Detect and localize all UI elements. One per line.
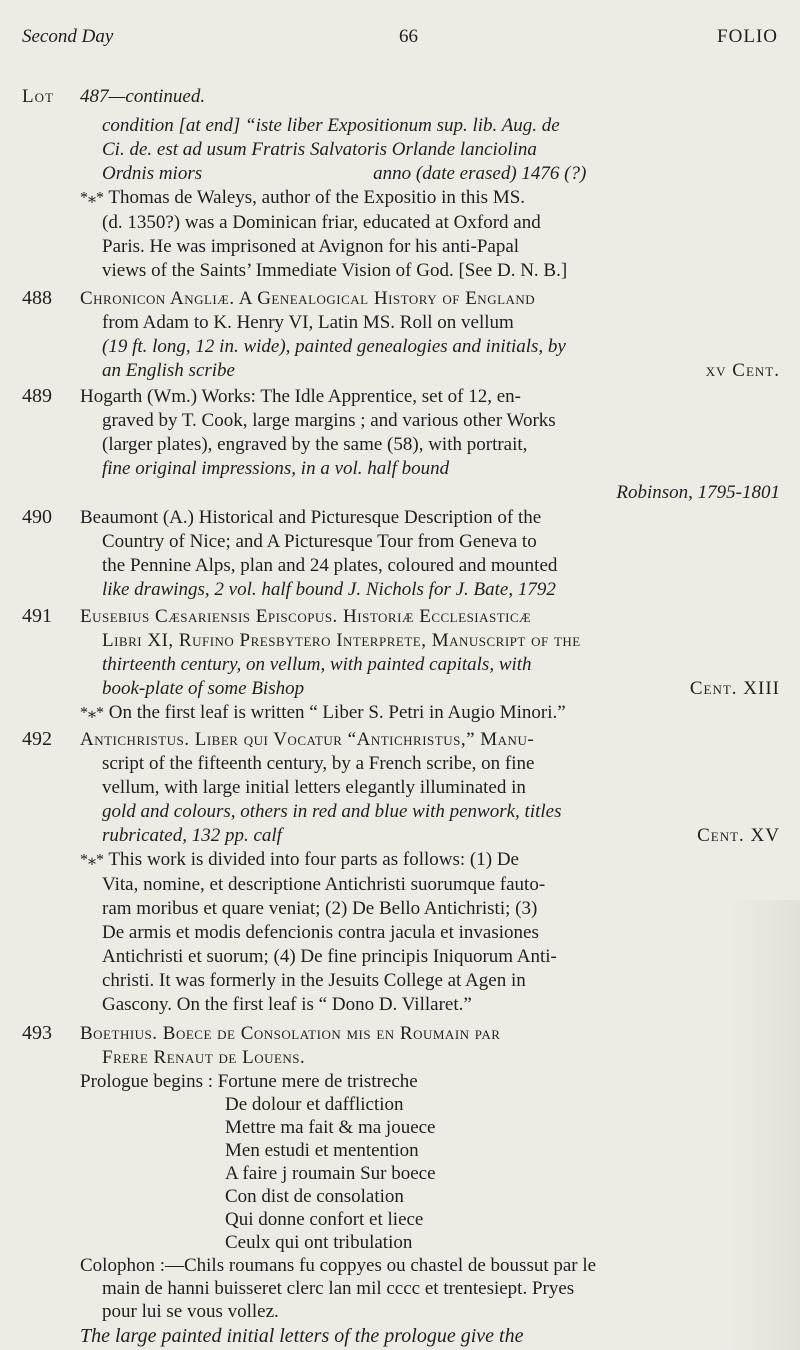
text-line: gold and colours, others in red and blue with penwork, titles xyxy=(102,801,562,822)
text-line: Eusebius Cæsariensis Episcopus. Historiæ Ecclesiasticæ xyxy=(80,606,532,627)
lot-491 xyxy=(80,605,780,726)
verse-line: Qui donne confort et liece xyxy=(225,1209,424,1230)
text-line: rubricated, 132 pp. calf Cent. XV xyxy=(102,825,780,846)
text-line: vellum, with large initial letters elegantly illuminated in xyxy=(102,777,526,798)
note-line: Vita, nomine, et descriptione Antichristi suorumque fauto- xyxy=(102,873,546,895)
century-tag: Cent. XIII xyxy=(689,678,780,699)
verse-line: De dolour et daffliction xyxy=(225,1094,404,1115)
verse-line: Men estudi et mentention xyxy=(225,1140,419,1161)
note-line: ram moribus et quare veniat; (2) De Bello Antichristi; (3) xyxy=(102,897,538,919)
verse-line: Mettre ma fait & ma jouece xyxy=(225,1117,436,1138)
lot-number: 492 xyxy=(22,728,52,750)
note-line: Gascony. On the first leaf is “ Dono D. Villaret.” xyxy=(102,993,472,1015)
note-line: christi. It was formerly in the Jesuits College at Agen in xyxy=(102,969,526,991)
text-line: script of the fifteenth century, by a French scribe, on fine xyxy=(102,753,535,774)
text-line: Frere Renaut de Louens. xyxy=(102,1047,306,1068)
note-line: *⁎* This work is divided into four parts as follows: (1) De xyxy=(80,849,519,870)
text-line: Chronicon Angliæ. A Genealogical History of England xyxy=(80,288,536,309)
prologue-block xyxy=(80,1070,780,1348)
lot-label: Lot xyxy=(22,86,54,107)
text-line: Ci. de. est ad usum Fratris Salvatoris Orlande lanciolina xyxy=(102,139,537,160)
note-line: Antichristi et suorum; (4) De fine principis Iniquorum Anti- xyxy=(102,945,557,967)
note-line: De armis et modis defencionis contra jacula et invasiones xyxy=(102,921,539,943)
century-tag: Cent. XV xyxy=(697,825,780,846)
note-line: *⁎* Thomas de Waleys, author of the Expositio in this MS. xyxy=(80,187,526,208)
text-line: graved by T. Cook, large margins ; and various other Works xyxy=(102,410,556,431)
text-line: Beaumont (A.) Historical and Picturesque Description of the xyxy=(80,507,542,528)
lot-number: 491 xyxy=(22,605,52,627)
lot-number: 490 xyxy=(22,506,52,528)
text-line: fine original impressions, in a vol. half bound xyxy=(102,458,450,479)
lot-number: 488 xyxy=(22,287,52,309)
closing-line: The large painted initial letters of the prologue give the xyxy=(80,1325,524,1347)
text-line: Antichristus. Liber qui Vocatur “Antichristus,” Manu- xyxy=(80,729,535,750)
text-line: thirteenth century, on vellum, with painted capitals, with xyxy=(102,654,532,675)
lot-489 xyxy=(80,385,780,505)
lot-number: 493 xyxy=(22,1022,52,1044)
colophon-line: pour lui se vous vollez. xyxy=(102,1301,279,1322)
page-header xyxy=(22,26,778,60)
text-line: (19 ft. long, 12 in. wide), painted genealogies and initials, by xyxy=(102,336,566,357)
note-line: (d. 1350?) was a Dominican friar, educated at Oxford and xyxy=(102,211,541,233)
verse-line: Con dist de consolation xyxy=(225,1186,404,1207)
lot-487-body xyxy=(80,114,780,283)
text-line: book-plate of some Bishop Cent. XIII xyxy=(102,678,780,699)
lot-490 xyxy=(80,506,780,602)
text-line: from Adam to K. Henry VI, Latin MS. Roll on vellum xyxy=(102,312,514,333)
lot-487-continued: 487—continued. xyxy=(80,86,206,107)
text-line: Hogarth (Wm.) Works: The Idle Apprentice, set of 12, en- xyxy=(80,386,521,407)
text-line: Ordnis miors anno (date erased) 1476 (?) xyxy=(102,163,587,184)
text-line: Libri XI, Rufino Presbytero Interprete, Manuscript of the xyxy=(102,630,581,651)
note-line: Paris. He was imprisoned at Avignon for his anti-Papal xyxy=(102,235,520,257)
colophon-line: main de hanni buisseret clerc lan mil cccc et trentesiept. Pryes xyxy=(102,1278,575,1299)
text-line: Country of Nice; and A Picturesque Tour from Geneva to xyxy=(102,531,537,552)
page-number: 66 xyxy=(399,26,418,47)
header-format: FOLIO xyxy=(717,26,778,47)
verse-line: Ceulx qui ont tribulation xyxy=(225,1232,413,1253)
text-line: like drawings, 2 vol. half bound J. Nichols for J. Bate, 1792 xyxy=(102,579,556,600)
text-line: (larger plates), engraved by the same (58), with portrait, xyxy=(102,434,528,455)
note-line: views of the Saints’ Immediate Vision of God. [See D. N. B.] xyxy=(102,259,568,281)
prologue-intro: Prologue begins : Fortune mere de tristreche xyxy=(80,1071,418,1092)
header-day: Second Day xyxy=(22,26,114,47)
colophon-line: Colophon :—Chils roumans fu coppyes ou chastel de boussut par le xyxy=(80,1255,597,1276)
text-line: Boethius. Boece de Consolation mis en Roumain par xyxy=(80,1023,501,1044)
lot-492 xyxy=(80,728,780,1017)
verse-line: A faire j roumain Sur boece xyxy=(225,1163,436,1184)
imprint: Robinson, 1795-1801 xyxy=(616,482,780,503)
text-line: condition [at end] “iste liber Expositionum sup. lib. Aug. de xyxy=(102,115,560,136)
lot-number: 489 xyxy=(22,385,52,407)
note-line: *⁎* On the first leaf is written “ Liber S. Petri in Augio Minori.” xyxy=(80,702,566,723)
lot-493 xyxy=(80,1022,780,1070)
text-line: the Pennine Alps, plan and 24 plates, coloured and mounted xyxy=(102,555,558,576)
century-tag: xv Cent. xyxy=(705,360,780,381)
lot-488 xyxy=(80,287,780,383)
text-line: an English scribe xv Cent. xyxy=(102,360,780,381)
